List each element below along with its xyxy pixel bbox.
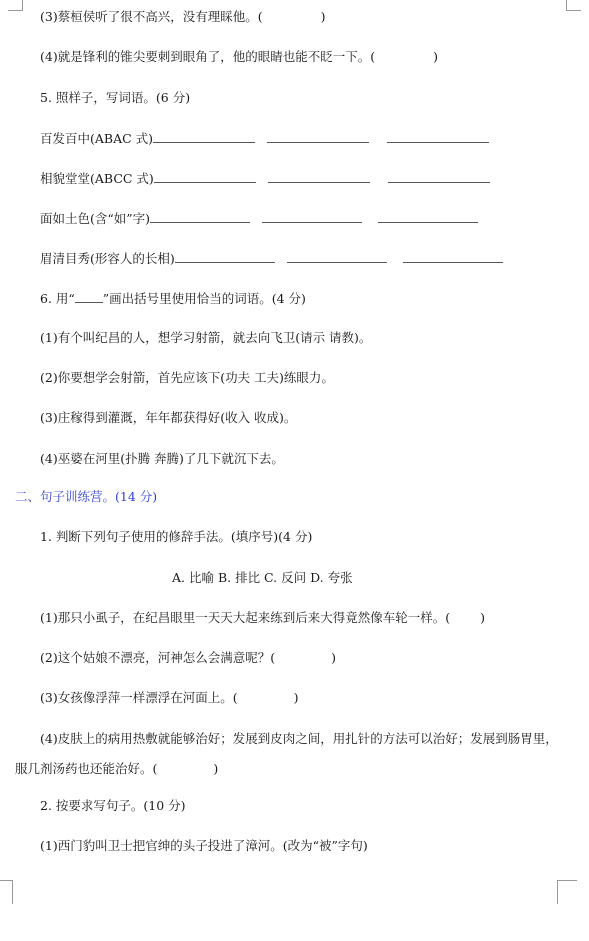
answer-line[interactable]	[378, 209, 478, 223]
sentence-q2-item-1: (1)西门豹叫卫士把官绅的头子投进了漳河。(改为“被”字句)	[40, 838, 368, 853]
question-5-item-3	[40, 209, 579, 228]
page-corner-mark-bottom-left-h	[0, 880, 12, 881]
answer-line[interactable]	[268, 169, 370, 183]
answer-line[interactable]	[153, 129, 255, 143]
page-corner-mark-bottom-right	[557, 880, 578, 904]
question-6-title	[40, 289, 579, 308]
item-close: )	[213, 761, 219, 776]
question-3-close: )	[320, 9, 326, 24]
item-text: (1)那只小虱子，在纪昌眼里一天天大起来练到后来大得竟然像车轮一样。(	[40, 610, 451, 625]
question-5-item-1	[40, 129, 579, 148]
answer-line[interactable]	[175, 249, 275, 263]
item-text: (4)皮肤上的病用热敷就能够治好；发展到皮肉之间，用扎针的方法可以治好；发展到肠胃里，服几剂汤药也还能治好。(	[15, 731, 558, 776]
sentence-q1-title: 1. 判断下列句子使用的修辞手法。(填序号)(4 分)	[40, 529, 313, 544]
sentence-q2-title: 2. 按要求写句子。(10 分)	[40, 798, 186, 813]
answer-line[interactable]	[403, 249, 503, 263]
question-3-pun	[40, 8, 579, 26]
page-corner-mark-bottom-right-h	[557, 880, 577, 881]
question-5-item-4	[40, 249, 579, 268]
title-pre: 6. 用“	[40, 291, 75, 306]
sentence-q1-item-1	[40, 609, 579, 627]
question-6-item-3[interactable]: (3)庄稼得到灌溉，年年都获得好(收入 收成)。	[40, 410, 297, 425]
question-5-title: 5. 照样子，写词语。(6 分)	[40, 90, 191, 105]
item-label: 面如土色(含“如”字)	[40, 211, 151, 226]
item-text: (3)女孩像浮萍一样漂浮在河面上。(	[40, 690, 238, 705]
title-post: ”画出括号里使用恰当的词语。(4 分)	[102, 291, 306, 306]
question-3-text: (3)蔡桓侯听了很不高兴，没有理睬他。(	[40, 9, 263, 24]
item-close: )	[293, 690, 299, 705]
question-6-item-2[interactable]: (2)你要想学会射箭，首先应该下(功夫 工夫)练眼力。	[40, 370, 334, 385]
item-label: 百发百中(ABAC 式)	[40, 131, 154, 146]
answer-line[interactable]	[154, 169, 256, 183]
answer-line[interactable]	[287, 249, 387, 263]
item-text: (2)这个姑娘不漂亮，河神怎么会满意呢？(	[40, 650, 276, 665]
question-6-item-4[interactable]: (4)巫婆在河里(扑腾 奔腾)了几下就沉下去。	[40, 451, 284, 466]
question-5-item-2	[40, 169, 579, 188]
page-corner-mark-top-left	[8, 0, 23, 11]
answer-line[interactable]	[262, 209, 362, 223]
sentence-q1-item-3	[40, 689, 579, 707]
page-corner-mark-bottom-left	[0, 880, 13, 904]
question-4-text: (4)就是锋利的锥尖要刺到眼角了，他的眼睛也能不眨一下。(	[40, 49, 376, 64]
item-close: )	[331, 650, 336, 665]
question-6-item-1[interactable]: (1)有个叫纪昌的人，想学习射箭，就去向飞卫(请示 请教)。	[40, 330, 372, 345]
question-4-pun	[40, 48, 579, 66]
underline-sample	[75, 289, 103, 303]
item-close: )	[480, 610, 485, 625]
answer-line[interactable]	[150, 209, 250, 223]
section-2-heading: 二、句子训练营。(14 分)	[15, 489, 158, 504]
item-label: 相貌堂堂(ABCC 式)	[40, 171, 154, 186]
answer-line[interactable]	[387, 129, 489, 143]
sentence-q1-item-4	[15, 724, 563, 784]
rhetoric-options: A. 比喻 B. 排比 C. 反问 D. 夸张	[172, 570, 353, 585]
answer-line[interactable]	[267, 129, 369, 143]
item-label: 眉清目秀(形容人的长相)	[40, 251, 175, 266]
question-4-close: )	[433, 49, 438, 64]
sentence-q1-item-2	[40, 649, 579, 667]
answer-line[interactable]	[388, 169, 490, 183]
